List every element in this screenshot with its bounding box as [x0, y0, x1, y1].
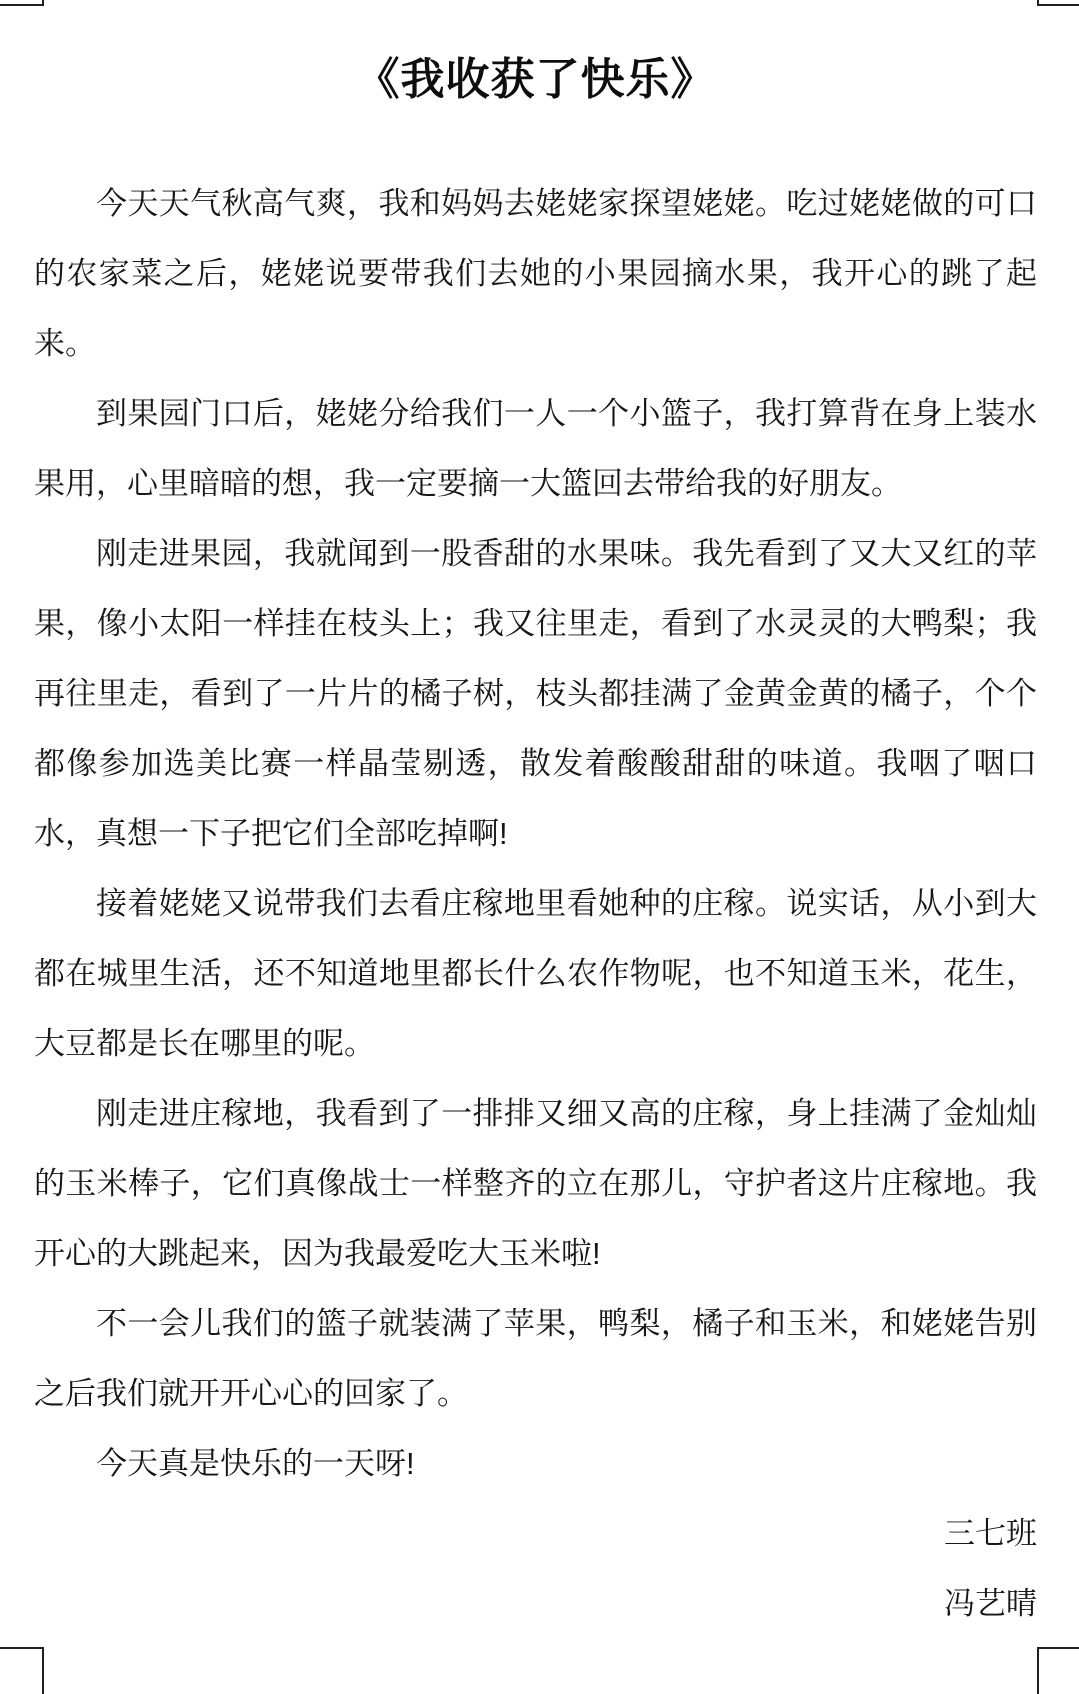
- essay-paragraph-4: 接着姥姥又说带我们去看庄稼地里看她种的庄稼。说实话，从小到大都在城里生活，还不知道地里都长什么农作物呢，也不知道玉米，花生，大豆都是长在哪里的呢。: [34, 886, 1037, 1061]
- crop-mark-line: [1037, 4, 1079, 6]
- signature-student-name: 冯艺晴: [944, 1586, 1037, 1621]
- essay-paragraph-2: 到果园门口后，姥姥分给我们一人一个小篮子，我打算背在身上装水果用，心里暗暗的想，我一定要摘一大篮回去带给我的好朋友。: [34, 396, 1037, 501]
- essay-title: 《我收获了快乐》: [355, 55, 716, 104]
- crop-mark-line: [1037, 1647, 1079, 1649]
- crop-mark-line: [0, 1647, 44, 1649]
- signature-class: 三七班: [944, 1516, 1037, 1551]
- essay-content: [34, 0, 1037, 1639]
- crop-mark-line: [1037, 1647, 1039, 1694]
- essay-paragraph-3: 刚走进果园，我就闻到一股香甜的水果味。我先看到了又大又红的苹果，像小太阳一样挂在枝头上；我又往里走，看到了水灵灵的大鸭梨；我再往里走，看到了一片片的橘子树，枝头都挂满了金黄金黄的橘子，个个都像参加选美比赛一样晶莹剔透，散发着酸酸甜甜的味道。我咽了咽口水，真想一下子把它们全部吃掉啊!: [34, 536, 1037, 851]
- crop-mark-line: [1037, 0, 1039, 6]
- crop-mark-line: [42, 1647, 44, 1694]
- essay-paragraph-1: 今天天气秋高气爽，我和妈妈去姥姥家探望姥姥。吃过姥姥做的可口的农家菜之后，姥姥说要带我们去她的小果园摘水果，我开心的跳了起来。: [34, 186, 1037, 361]
- essay-paragraph-5: 刚走进庄稼地，我看到了一排排又细又高的庄稼，身上挂满了金灿灿的玉米棒子，它们真像战士一样整齐的立在那儿，守护者这片庄稼地。我开心的大跳起来，因为我最爱吃大玉米啦!: [34, 1096, 1037, 1271]
- essay-paragraph-7: 今天真是快乐的一天呀!: [96, 1446, 415, 1481]
- essay-paragraph-6: 不一会儿我们的篮子就装满了苹果，鸭梨，橘子和玉米，和姥姥告别之后我们就开开心心的回家了。: [34, 1306, 1037, 1411]
